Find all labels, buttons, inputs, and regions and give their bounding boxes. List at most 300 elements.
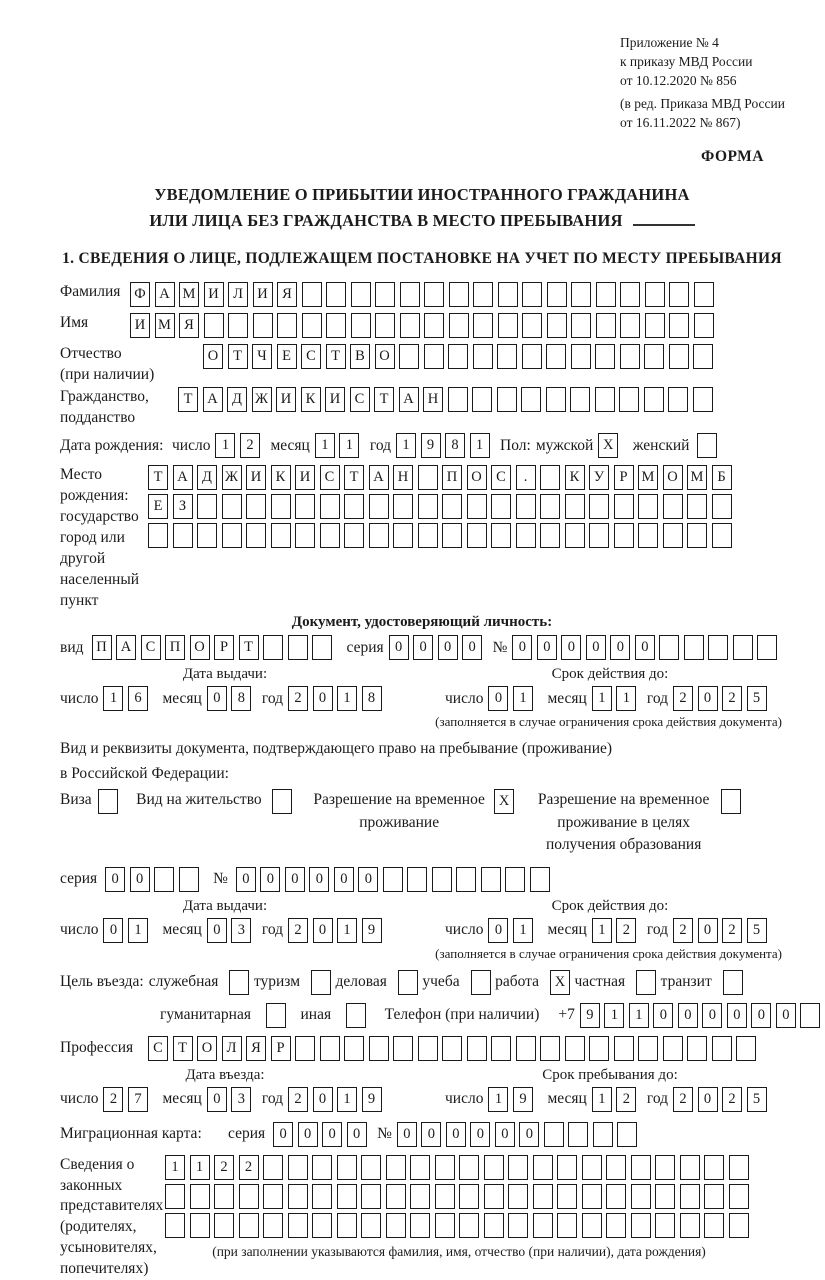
char-cell[interactable] bbox=[596, 313, 616, 338]
char-cell[interactable]: 9 bbox=[421, 433, 441, 458]
char-cell[interactable] bbox=[197, 494, 217, 519]
char-cell[interactable]: К bbox=[301, 387, 321, 412]
char-cell[interactable]: 2 bbox=[239, 1155, 259, 1180]
char-cell[interactable]: 1 bbox=[629, 1003, 649, 1028]
migration-number-input[interactable] bbox=[397, 1122, 642, 1147]
char-cell[interactable] bbox=[344, 1036, 364, 1061]
char-cell[interactable]: 0 bbox=[438, 635, 458, 660]
char-cell[interactable]: И bbox=[295, 465, 315, 490]
char-cell[interactable]: 1 bbox=[103, 686, 123, 711]
char-cell[interactable] bbox=[272, 789, 292, 814]
char-cell[interactable] bbox=[638, 494, 658, 519]
char-cell[interactable]: 0 bbox=[421, 1122, 441, 1147]
char-cell[interactable] bbox=[410, 1184, 430, 1209]
char-cell[interactable] bbox=[540, 523, 560, 548]
char-cell[interactable] bbox=[655, 1184, 675, 1209]
char-cell[interactable]: 0 bbox=[397, 1122, 417, 1147]
char-cell[interactable]: 0 bbox=[207, 1087, 227, 1112]
char-cell[interactable] bbox=[669, 313, 689, 338]
birthplace-line2-input[interactable] bbox=[148, 494, 736, 519]
char-cell[interactable] bbox=[459, 1155, 479, 1180]
char-cell[interactable]: И bbox=[253, 282, 273, 307]
char-cell[interactable] bbox=[546, 344, 566, 369]
identity-valid-year[interactable] bbox=[673, 686, 771, 711]
char-cell[interactable]: Т bbox=[344, 465, 364, 490]
char-cell[interactable] bbox=[481, 867, 501, 892]
char-cell[interactable] bbox=[326, 282, 346, 307]
purpose-other-checkbox[interactable] bbox=[346, 1003, 371, 1028]
char-cell[interactable]: 0 bbox=[512, 635, 532, 660]
birth-year-input[interactable] bbox=[396, 433, 494, 458]
char-cell[interactable]: Б bbox=[712, 465, 732, 490]
char-cell[interactable]: О bbox=[663, 465, 683, 490]
char-cell[interactable] bbox=[589, 1036, 609, 1061]
char-cell[interactable]: 8 bbox=[445, 433, 465, 458]
char-cell[interactable]: 2 bbox=[103, 1087, 123, 1112]
char-cell[interactable]: Т bbox=[148, 465, 168, 490]
char-cell[interactable] bbox=[693, 344, 713, 369]
char-cell[interactable] bbox=[400, 313, 420, 338]
char-cell[interactable]: 0 bbox=[678, 1003, 698, 1028]
char-cell[interactable]: 1 bbox=[315, 433, 335, 458]
char-cell[interactable] bbox=[263, 1213, 283, 1238]
char-cell[interactable] bbox=[704, 1213, 724, 1238]
char-cell[interactable]: 2 bbox=[722, 1087, 742, 1112]
birth-day-input[interactable] bbox=[215, 433, 264, 458]
char-cell[interactable] bbox=[311, 970, 331, 995]
char-cell[interactable]: 0 bbox=[207, 686, 227, 711]
char-cell[interactable]: 0 bbox=[561, 635, 581, 660]
char-cell[interactable] bbox=[473, 344, 493, 369]
migration-series-input[interactable] bbox=[273, 1122, 371, 1147]
char-cell[interactable] bbox=[606, 1155, 626, 1180]
char-cell[interactable] bbox=[540, 494, 560, 519]
char-cell[interactable]: 0 bbox=[751, 1003, 771, 1028]
char-cell[interactable] bbox=[533, 1155, 553, 1180]
purpose-transit-checkbox[interactable] bbox=[723, 970, 748, 995]
char-cell[interactable] bbox=[148, 523, 168, 548]
char-cell[interactable]: Я bbox=[246, 1036, 266, 1061]
entry-month[interactable] bbox=[207, 1087, 256, 1112]
char-cell[interactable] bbox=[271, 494, 291, 519]
char-cell[interactable] bbox=[582, 1213, 602, 1238]
char-cell[interactable]: 0 bbox=[389, 635, 409, 660]
char-cell[interactable] bbox=[337, 1213, 357, 1238]
char-cell[interactable] bbox=[617, 1122, 637, 1147]
char-cell[interactable]: Я bbox=[179, 313, 199, 338]
char-cell[interactable] bbox=[663, 523, 683, 548]
char-cell[interactable] bbox=[533, 1184, 553, 1209]
entry-year[interactable] bbox=[288, 1087, 386, 1112]
char-cell[interactable] bbox=[606, 1213, 626, 1238]
char-cell[interactable] bbox=[467, 1036, 487, 1061]
char-cell[interactable]: 2 bbox=[288, 918, 308, 943]
char-cell[interactable] bbox=[540, 1036, 560, 1061]
char-cell[interactable] bbox=[472, 387, 492, 412]
char-cell[interactable] bbox=[369, 1036, 389, 1061]
char-cell[interactable]: 0 bbox=[727, 1003, 747, 1028]
char-cell[interactable] bbox=[522, 313, 542, 338]
char-cell[interactable]: И bbox=[204, 282, 224, 307]
visa-checkbox[interactable] bbox=[98, 789, 123, 814]
char-cell[interactable]: 0 bbox=[313, 1087, 333, 1112]
char-cell[interactable]: 1 bbox=[592, 918, 612, 943]
char-cell[interactable]: А bbox=[369, 465, 389, 490]
char-cell[interactable] bbox=[687, 523, 707, 548]
char-cell[interactable] bbox=[239, 1213, 259, 1238]
char-cell[interactable]: 5 bbox=[747, 918, 767, 943]
char-cell[interactable] bbox=[663, 1036, 683, 1061]
char-cell[interactable]: А bbox=[173, 465, 193, 490]
char-cell[interactable]: 8 bbox=[362, 686, 382, 711]
char-cell[interactable] bbox=[467, 523, 487, 548]
char-cell[interactable] bbox=[729, 1155, 749, 1180]
sex-female-checkbox[interactable] bbox=[697, 433, 722, 458]
char-cell[interactable] bbox=[302, 313, 322, 338]
char-cell[interactable]: 0 bbox=[698, 686, 718, 711]
char-cell[interactable]: И bbox=[276, 387, 296, 412]
char-cell[interactable]: 6 bbox=[128, 686, 148, 711]
char-cell[interactable] bbox=[344, 494, 364, 519]
char-cell[interactable] bbox=[253, 313, 273, 338]
char-cell[interactable] bbox=[498, 282, 518, 307]
char-cell[interactable]: X bbox=[598, 433, 618, 458]
char-cell[interactable] bbox=[655, 1213, 675, 1238]
residence-issue-year[interactable] bbox=[288, 918, 386, 943]
residence-issue-month[interactable] bbox=[207, 918, 256, 943]
char-cell[interactable]: 1 bbox=[215, 433, 235, 458]
char-cell[interactable]: К bbox=[271, 465, 291, 490]
char-cell[interactable] bbox=[448, 387, 468, 412]
purpose-business-checkbox[interactable] bbox=[398, 970, 423, 995]
char-cell[interactable]: О bbox=[190, 635, 210, 660]
birth-month-input[interactable] bbox=[315, 433, 364, 458]
char-cell[interactable]: М bbox=[179, 282, 199, 307]
char-cell[interactable] bbox=[568, 1122, 588, 1147]
char-cell[interactable]: 1 bbox=[337, 918, 357, 943]
char-cell[interactable] bbox=[557, 1213, 577, 1238]
char-cell[interactable] bbox=[179, 867, 199, 892]
char-cell[interactable] bbox=[288, 1213, 308, 1238]
char-cell[interactable]: 1 bbox=[488, 1087, 508, 1112]
char-cell[interactable] bbox=[344, 523, 364, 548]
char-cell[interactable]: Д bbox=[227, 387, 247, 412]
char-cell[interactable]: 2 bbox=[673, 686, 693, 711]
char-cell[interactable] bbox=[704, 1155, 724, 1180]
sex-male-checkbox[interactable] bbox=[598, 433, 623, 458]
char-cell[interactable]: 7 bbox=[128, 1087, 148, 1112]
temp-residence-education-checkbox[interactable] bbox=[721, 789, 746, 814]
char-cell[interactable]: 1 bbox=[337, 686, 357, 711]
char-cell[interactable] bbox=[277, 313, 297, 338]
char-cell[interactable] bbox=[393, 523, 413, 548]
char-cell[interactable] bbox=[383, 867, 403, 892]
char-cell[interactable] bbox=[214, 1213, 234, 1238]
char-cell[interactable] bbox=[312, 635, 332, 660]
char-cell[interactable] bbox=[570, 387, 590, 412]
char-cell[interactable]: 0 bbox=[130, 867, 150, 892]
char-cell[interactable]: 8 bbox=[231, 686, 251, 711]
char-cell[interactable]: 2 bbox=[616, 918, 636, 943]
identity-issue-day[interactable] bbox=[103, 686, 152, 711]
char-cell[interactable] bbox=[449, 282, 469, 307]
char-cell[interactable] bbox=[442, 1036, 462, 1061]
doc-number-input[interactable] bbox=[512, 635, 782, 660]
representatives-line2-input[interactable] bbox=[165, 1184, 753, 1209]
char-cell[interactable] bbox=[491, 1036, 511, 1061]
char-cell[interactable]: 0 bbox=[488, 686, 508, 711]
char-cell[interactable] bbox=[712, 1036, 732, 1061]
char-cell[interactable]: 0 bbox=[698, 918, 718, 943]
char-cell[interactable]: И bbox=[130, 313, 150, 338]
char-cell[interactable]: 0 bbox=[309, 867, 329, 892]
char-cell[interactable] bbox=[582, 1184, 602, 1209]
char-cell[interactable] bbox=[98, 789, 118, 814]
char-cell[interactable] bbox=[589, 523, 609, 548]
char-cell[interactable]: 2 bbox=[288, 686, 308, 711]
char-cell[interactable]: Т bbox=[374, 387, 394, 412]
char-cell[interactable] bbox=[424, 344, 444, 369]
char-cell[interactable] bbox=[680, 1213, 700, 1238]
char-cell[interactable]: З bbox=[173, 494, 193, 519]
char-cell[interactable] bbox=[729, 1184, 749, 1209]
char-cell[interactable]: 2 bbox=[288, 1087, 308, 1112]
char-cell[interactable] bbox=[645, 282, 665, 307]
char-cell[interactable]: 0 bbox=[313, 918, 333, 943]
char-cell[interactable] bbox=[418, 494, 438, 519]
char-cell[interactable]: Е bbox=[277, 344, 297, 369]
residence-valid-year[interactable] bbox=[673, 918, 771, 943]
char-cell[interactable]: 0 bbox=[285, 867, 305, 892]
char-cell[interactable] bbox=[547, 282, 567, 307]
char-cell[interactable] bbox=[263, 1184, 283, 1209]
char-cell[interactable] bbox=[228, 313, 248, 338]
char-cell[interactable]: 0 bbox=[103, 918, 123, 943]
char-cell[interactable] bbox=[442, 523, 462, 548]
char-cell[interactable] bbox=[295, 523, 315, 548]
char-cell[interactable] bbox=[521, 387, 541, 412]
char-cell[interactable] bbox=[491, 494, 511, 519]
char-cell[interactable]: Т bbox=[178, 387, 198, 412]
char-cell[interactable]: 1 bbox=[616, 686, 636, 711]
char-cell[interactable] bbox=[312, 1155, 332, 1180]
char-cell[interactable] bbox=[557, 1155, 577, 1180]
char-cell[interactable] bbox=[565, 523, 585, 548]
char-cell[interactable] bbox=[459, 1213, 479, 1238]
char-cell[interactable] bbox=[320, 523, 340, 548]
char-cell[interactable] bbox=[497, 387, 517, 412]
char-cell[interactable]: С bbox=[350, 387, 370, 412]
birthplace-line3-input[interactable] bbox=[148, 523, 736, 548]
char-cell[interactable] bbox=[190, 1213, 210, 1238]
char-cell[interactable] bbox=[546, 387, 566, 412]
char-cell[interactable]: 0 bbox=[298, 1122, 318, 1147]
char-cell[interactable]: 9 bbox=[513, 1087, 533, 1112]
char-cell[interactable] bbox=[644, 387, 664, 412]
char-cell[interactable] bbox=[239, 1184, 259, 1209]
char-cell[interactable] bbox=[631, 1155, 651, 1180]
char-cell[interactable] bbox=[351, 282, 371, 307]
char-cell[interactable]: О bbox=[203, 344, 223, 369]
char-cell[interactable] bbox=[497, 344, 517, 369]
char-cell[interactable] bbox=[736, 1036, 756, 1061]
char-cell[interactable]: 0 bbox=[273, 1122, 293, 1147]
char-cell[interactable]: 2 bbox=[673, 918, 693, 943]
char-cell[interactable] bbox=[508, 1155, 528, 1180]
char-cell[interactable] bbox=[606, 1184, 626, 1209]
char-cell[interactable] bbox=[375, 313, 395, 338]
char-cell[interactable] bbox=[312, 1184, 332, 1209]
char-cell[interactable]: 0 bbox=[537, 635, 557, 660]
identity-valid-day[interactable] bbox=[488, 686, 537, 711]
char-cell[interactable] bbox=[246, 523, 266, 548]
char-cell[interactable] bbox=[663, 494, 683, 519]
char-cell[interactable] bbox=[631, 1184, 651, 1209]
char-cell[interactable] bbox=[582, 1155, 602, 1180]
char-cell[interactable]: X bbox=[550, 970, 570, 995]
char-cell[interactable] bbox=[473, 313, 493, 338]
char-cell[interactable] bbox=[697, 433, 717, 458]
char-cell[interactable]: 1 bbox=[513, 686, 533, 711]
char-cell[interactable] bbox=[361, 1155, 381, 1180]
residence-valid-month[interactable] bbox=[592, 918, 641, 943]
char-cell[interactable] bbox=[197, 523, 217, 548]
char-cell[interactable]: С bbox=[491, 465, 511, 490]
char-cell[interactable]: Е bbox=[148, 494, 168, 519]
char-cell[interactable]: 0 bbox=[207, 918, 227, 943]
char-cell[interactable]: 2 bbox=[722, 686, 742, 711]
char-cell[interactable] bbox=[263, 1155, 283, 1180]
char-cell[interactable] bbox=[393, 494, 413, 519]
char-cell[interactable] bbox=[508, 1184, 528, 1209]
char-cell[interactable]: 2 bbox=[240, 433, 260, 458]
char-cell[interactable]: 0 bbox=[322, 1122, 342, 1147]
char-cell[interactable]: 0 bbox=[488, 918, 508, 943]
char-cell[interactable]: Л bbox=[228, 282, 248, 307]
stay-year[interactable] bbox=[673, 1087, 771, 1112]
char-cell[interactable] bbox=[246, 494, 266, 519]
char-cell[interactable]: 5 bbox=[747, 686, 767, 711]
char-cell[interactable]: П bbox=[165, 635, 185, 660]
char-cell[interactable] bbox=[386, 1213, 406, 1238]
char-cell[interactable]: Ч bbox=[252, 344, 272, 369]
char-cell[interactable] bbox=[361, 1184, 381, 1209]
char-cell[interactable]: В bbox=[350, 344, 370, 369]
char-cell[interactable] bbox=[484, 1213, 504, 1238]
char-cell[interactable] bbox=[571, 313, 591, 338]
char-cell[interactable] bbox=[721, 789, 741, 814]
char-cell[interactable] bbox=[400, 282, 420, 307]
char-cell[interactable]: Н bbox=[393, 465, 413, 490]
char-cell[interactable] bbox=[393, 1036, 413, 1061]
char-cell[interactable]: А bbox=[116, 635, 136, 660]
char-cell[interactable]: 1 bbox=[470, 433, 490, 458]
char-cell[interactable] bbox=[435, 1155, 455, 1180]
char-cell[interactable] bbox=[614, 523, 634, 548]
char-cell[interactable]: 0 bbox=[698, 1087, 718, 1112]
char-cell[interactable]: А bbox=[399, 387, 419, 412]
residence-series-input[interactable] bbox=[105, 867, 203, 892]
char-cell[interactable] bbox=[473, 282, 493, 307]
char-cell[interactable]: 2 bbox=[722, 918, 742, 943]
char-cell[interactable] bbox=[565, 494, 585, 519]
char-cell[interactable] bbox=[295, 1036, 315, 1061]
char-cell[interactable] bbox=[708, 635, 728, 660]
char-cell[interactable]: Ж bbox=[252, 387, 272, 412]
char-cell[interactable]: 1 bbox=[396, 433, 416, 458]
char-cell[interactable]: Д bbox=[197, 465, 217, 490]
char-cell[interactable] bbox=[154, 867, 174, 892]
char-cell[interactable] bbox=[595, 387, 615, 412]
char-cell[interactable]: И bbox=[325, 387, 345, 412]
char-cell[interactable] bbox=[687, 494, 707, 519]
char-cell[interactable] bbox=[484, 1155, 504, 1180]
char-cell[interactable] bbox=[516, 1036, 536, 1061]
char-cell[interactable] bbox=[337, 1155, 357, 1180]
temp-residence-checkbox[interactable] bbox=[494, 789, 519, 814]
char-cell[interactable]: 2 bbox=[673, 1087, 693, 1112]
representatives-line3-input[interactable] bbox=[165, 1213, 753, 1238]
char-cell[interactable] bbox=[288, 1155, 308, 1180]
char-cell[interactable] bbox=[295, 494, 315, 519]
char-cell[interactable] bbox=[733, 635, 753, 660]
char-cell[interactable] bbox=[712, 494, 732, 519]
char-cell[interactable] bbox=[424, 313, 444, 338]
purpose-official-checkbox[interactable] bbox=[229, 970, 254, 995]
char-cell[interactable]: 0 bbox=[347, 1122, 367, 1147]
char-cell[interactable] bbox=[522, 282, 542, 307]
char-cell[interactable]: 1 bbox=[604, 1003, 624, 1028]
char-cell[interactable]: 0 bbox=[635, 635, 655, 660]
char-cell[interactable] bbox=[684, 635, 704, 660]
char-cell[interactable] bbox=[320, 1036, 340, 1061]
char-cell[interactable]: Л bbox=[222, 1036, 242, 1061]
char-cell[interactable]: 0 bbox=[358, 867, 378, 892]
name-input[interactable] bbox=[130, 313, 718, 338]
char-cell[interactable] bbox=[636, 970, 656, 995]
char-cell[interactable] bbox=[165, 1213, 185, 1238]
stay-day[interactable] bbox=[488, 1087, 537, 1112]
char-cell[interactable]: Р bbox=[271, 1036, 291, 1061]
char-cell[interactable] bbox=[620, 344, 640, 369]
char-cell[interactable] bbox=[498, 313, 518, 338]
char-cell[interactable] bbox=[467, 494, 487, 519]
purpose-study-checkbox[interactable] bbox=[471, 970, 496, 995]
char-cell[interactable] bbox=[723, 970, 743, 995]
char-cell[interactable]: М bbox=[638, 465, 658, 490]
char-cell[interactable] bbox=[687, 1036, 707, 1061]
char-cell[interactable] bbox=[547, 313, 567, 338]
char-cell[interactable] bbox=[800, 1003, 820, 1028]
char-cell[interactable]: П bbox=[92, 635, 112, 660]
char-cell[interactable] bbox=[680, 1155, 700, 1180]
char-cell[interactable]: 1 bbox=[592, 686, 612, 711]
residence-permit-checkbox[interactable] bbox=[272, 789, 297, 814]
char-cell[interactable] bbox=[540, 465, 560, 490]
identity-issue-year[interactable] bbox=[288, 686, 386, 711]
char-cell[interactable] bbox=[222, 494, 242, 519]
char-cell[interactable]: П bbox=[442, 465, 462, 490]
char-cell[interactable] bbox=[471, 970, 491, 995]
char-cell[interactable] bbox=[326, 313, 346, 338]
char-cell[interactable] bbox=[459, 1184, 479, 1209]
char-cell[interactable] bbox=[614, 494, 634, 519]
char-cell[interactable]: С bbox=[141, 635, 161, 660]
purpose-private-checkbox[interactable] bbox=[636, 970, 661, 995]
char-cell[interactable] bbox=[271, 523, 291, 548]
char-cell[interactable] bbox=[530, 867, 550, 892]
char-cell[interactable]: 2 bbox=[616, 1087, 636, 1112]
